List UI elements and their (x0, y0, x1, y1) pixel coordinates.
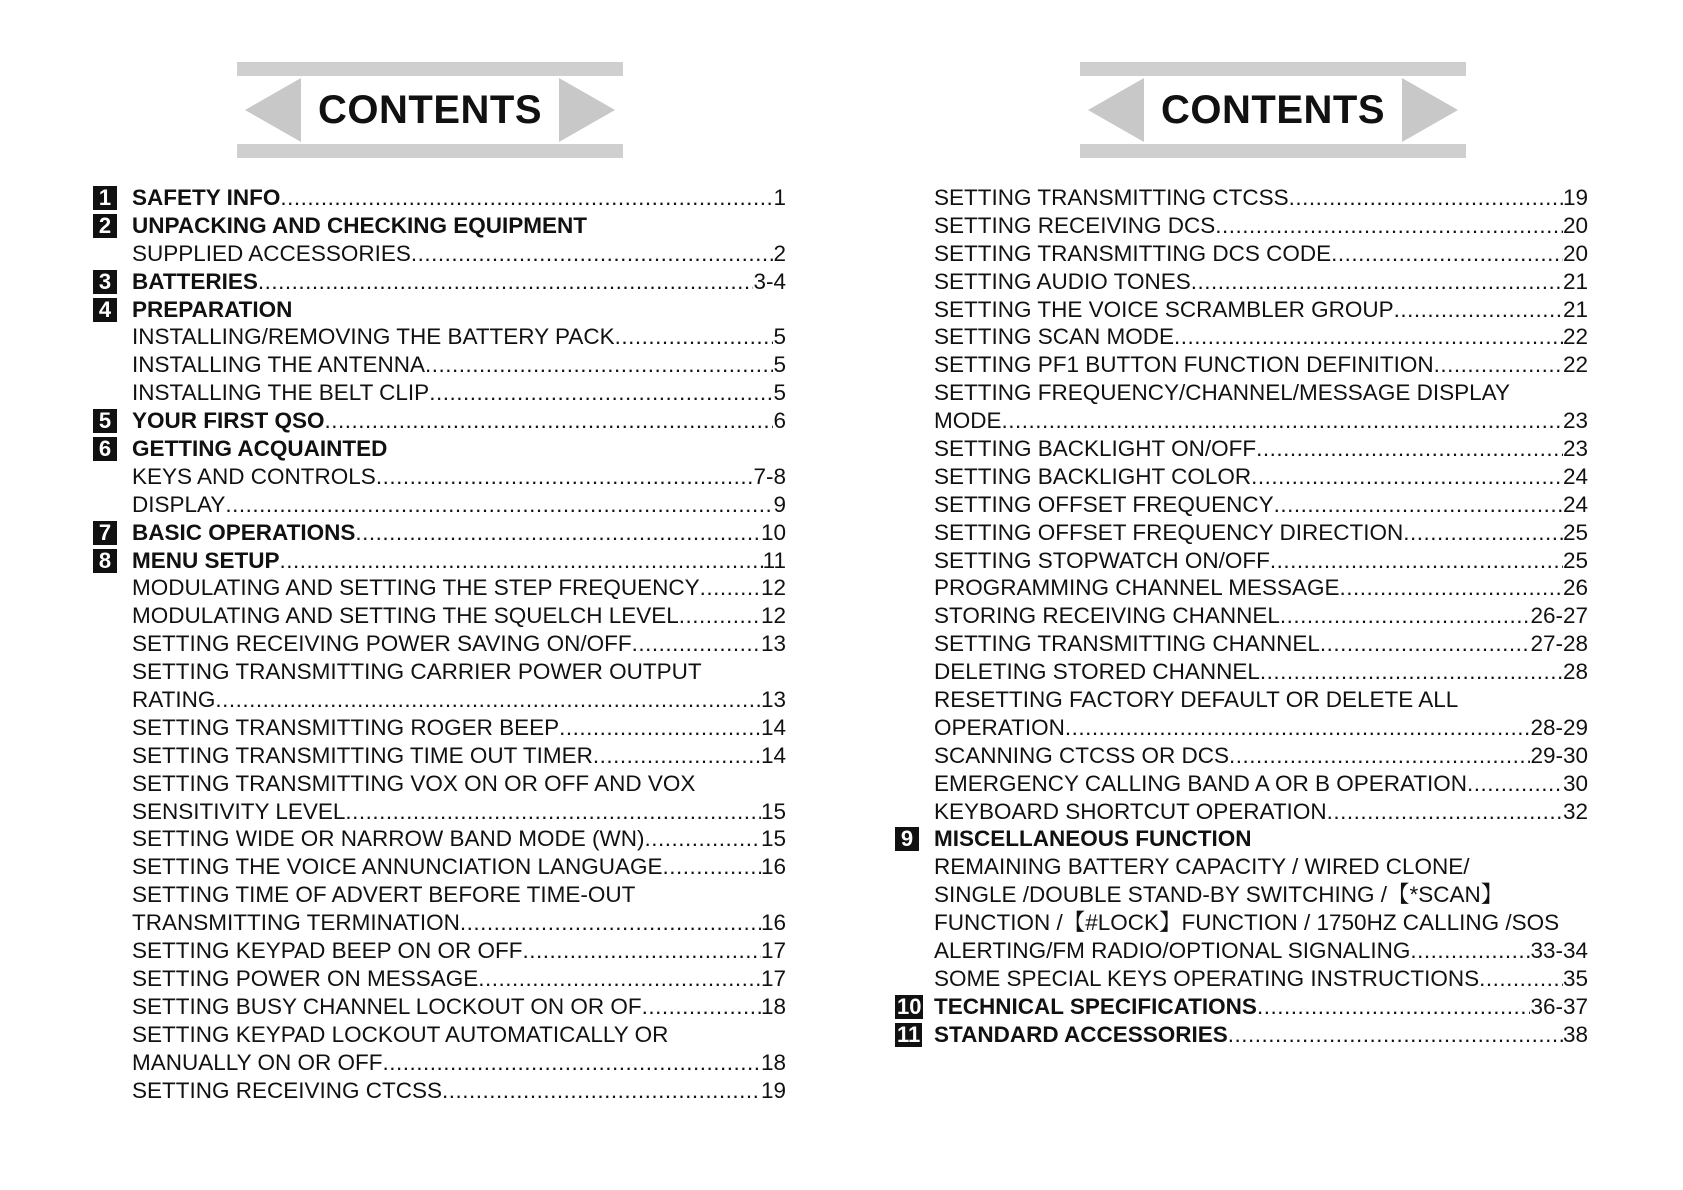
toc-entry-row[interactable] (895, 463, 1588, 491)
toc-entry-row[interactable] (93, 240, 786, 268)
toc-entry-row[interactable] (895, 881, 1588, 909)
toc-entry-row[interactable] (895, 798, 1588, 826)
toc-page-number: 3-4 (753, 268, 786, 294)
toc-entry-row[interactable] (895, 742, 1588, 770)
toc-entry-row[interactable] (895, 630, 1588, 658)
toc-page-number: 5 (773, 352, 786, 378)
toc-page-number: 2 (773, 240, 786, 266)
toc-section-row[interactable] (895, 825, 1588, 853)
leader-dots (280, 184, 773, 212)
toc-entry-title: SETTING RECEIVING DCS (934, 212, 1216, 238)
toc-entry-title: PROGRAMMING CHANNEL MESSAGE (934, 575, 1340, 601)
leader-dots (700, 574, 761, 602)
leader-dots (478, 965, 761, 993)
toc-entry-title: ALERTING/FM RADIO/OPTIONAL SIGNALING (934, 938, 1411, 964)
leader-dots (1270, 547, 1563, 575)
leader-dots (376, 463, 754, 491)
toc-page-number: 14 (760, 714, 786, 740)
toc-entry-title: GETTING ACQUAINTED (132, 436, 388, 462)
leader-dots (1559, 909, 1588, 937)
toc-section-row[interactable] (93, 268, 786, 296)
toc-entry-row[interactable] (895, 379, 1588, 407)
leader-dots (411, 240, 774, 268)
toc-entry-row[interactable] (93, 686, 786, 714)
leader-dots (429, 379, 773, 407)
toc-entry-title: SETTING POWER ON MESSAGE (132, 965, 479, 991)
toc-entry-row[interactable] (93, 491, 786, 519)
toc-section-row[interactable] (93, 407, 786, 435)
toc-entry-row[interactable] (895, 407, 1588, 435)
toc-entry-row[interactable] (93, 630, 786, 658)
leader-dots (1280, 602, 1531, 630)
section-number-badge: 4 (93, 298, 117, 322)
toc-entry-row[interactable] (93, 658, 786, 686)
leader-dots (1470, 853, 1588, 881)
toc-entry-row[interactable] (93, 379, 786, 407)
toc-entry-title: YOUR FIRST QSO (132, 408, 325, 434)
toc-entry-title: SETTING BACKLIGHT ON/OFF (934, 436, 1257, 462)
leader-dots (1229, 742, 1530, 770)
toc-entry-title: MODULATING AND SETTING THE STEP FREQUENCY (132, 575, 700, 601)
toc-entry-title: BASIC OPERATIONS (132, 519, 356, 545)
leader-dots (1458, 686, 1588, 714)
toc-entry-title: SAFETY INFO (132, 185, 281, 210)
toc-entry-row[interactable] (895, 602, 1588, 630)
toc-entry-title: SETTING KEYPAD BEEP ON OR OFF (132, 938, 523, 964)
toc-entry-row[interactable] (93, 351, 786, 379)
contents-banner-right (1080, 62, 1466, 158)
toc-entry-title: SETTING BACKLIGHT COLOR (934, 463, 1252, 489)
toc-entry-title: MENU SETUP (132, 547, 280, 573)
toc-entry-title: KEYS AND CONTROLS (132, 463, 376, 489)
toc-entry-row[interactable] (93, 742, 786, 770)
leader-dots (679, 602, 761, 630)
toc-section-row[interactable] (895, 1021, 1588, 1049)
leader-dots (668, 1021, 786, 1049)
toc-entry-row[interactable] (895, 658, 1588, 686)
leader-dots (345, 798, 761, 826)
leader-dots (1174, 323, 1563, 351)
leader-dots (523, 937, 761, 965)
toc-page-number: 28-29 (1530, 714, 1588, 740)
toc-entry-title: SETTING RECEIVING CTCSS (132, 1077, 443, 1103)
toc-page-number: 33-34 (1530, 938, 1588, 964)
toc-entry-title: SETTING WIDE OR NARROW BAND MODE (WN) (132, 826, 645, 852)
leader-dots (1503, 881, 1588, 909)
toc-page-number: 13 (760, 687, 786, 713)
toc-entry-title: SETTING TIME OF ADVERT BEFORE TIME-OUT (132, 882, 636, 908)
toc-entry-row[interactable] (895, 686, 1588, 714)
toc-entry-title: BATTERIES (132, 268, 258, 294)
section-number-badge: 1 (93, 186, 117, 210)
toc-entry-title: MISCELLANEOUS FUNCTION (934, 826, 1252, 852)
toc-entry-row[interactable] (895, 184, 1588, 212)
toc-page-number: 24 (1562, 491, 1588, 517)
toc-entry-title: SUPPLIED ACCESSORIES (132, 240, 411, 266)
toc-page-number: 19 (1562, 185, 1588, 210)
leader-dots (559, 714, 761, 742)
toc-entry-title: STORING RECEIVING CHANNEL (934, 603, 1280, 629)
toc-entry-row[interactable] (895, 491, 1588, 519)
toc-entry-row[interactable] (895, 268, 1588, 296)
leader-dots (1228, 1021, 1563, 1049)
toc-entry-row[interactable] (93, 909, 786, 937)
toc-page-number: 17 (760, 965, 786, 991)
toc-entry-title: SETTING SCAN MODE (934, 324, 1175, 350)
toc-entry-row[interactable] (93, 770, 786, 798)
toc-entry-row[interactable] (895, 240, 1588, 268)
toc-entry-title: MODE (934, 408, 1002, 434)
toc-entry-title: DISPLAY (132, 491, 226, 517)
toc-entry-title: MODULATING AND SETTING THE SQUELCH LEVEL (132, 603, 679, 629)
toc-page-number: 14 (760, 742, 786, 768)
toc-entry-row[interactable] (895, 853, 1588, 881)
toc-entry-title: SETTING TRANSMITTING CHANNEL (934, 631, 1320, 657)
toc-entry-title: KEYBOARD SHORTCUT OPERATION (934, 798, 1327, 824)
toc-page-number: 22 (1562, 324, 1588, 350)
toc-entry-row[interactable] (93, 881, 786, 909)
leader-dots (292, 296, 786, 324)
leader-dots (632, 630, 761, 658)
toc-entry-title: SETTING BUSY CHANNEL LOCKOUT ON OR OF (132, 993, 642, 1019)
toc-entry-title: SETTING OFFSET FREQUENCY (934, 491, 1274, 517)
toc-entry-title: SETTING TRANSMITTING CARRIER POWER OUTPUT (132, 659, 702, 685)
leader-dots (1260, 658, 1563, 686)
toc-section-row[interactable] (93, 435, 786, 463)
toc-page-number: 12 (760, 603, 786, 629)
toc-page-number: 18 (760, 1049, 786, 1075)
toc-page-number: 26-27 (1530, 603, 1588, 629)
toc-entry-title: FUNCTION /【#LOCK】FUNCTION / 1750HZ CALLING /SOS (934, 910, 1560, 936)
toc-entry-title: INSTALLING/REMOVING THE BATTERY PACK (132, 324, 615, 350)
toc-page-number: 18 (760, 993, 786, 1019)
toc-entry-row[interactable] (93, 1049, 786, 1077)
leader-dots (355, 519, 761, 547)
toc-entry-title: SETTING RECEIVING POWER SAVING ON/OFF (132, 631, 632, 657)
leader-dots (615, 323, 774, 351)
leader-dots (1479, 965, 1563, 993)
section-number-badge: 6 (93, 437, 117, 461)
leader-dots (1410, 937, 1530, 965)
toc-page-number: 24 (1562, 463, 1588, 489)
toc-page-number: 16 (760, 910, 786, 936)
toc-entry-title: PREPARATION (132, 296, 293, 322)
toc-entry-row[interactable] (93, 463, 786, 491)
leader-dots (1065, 714, 1531, 742)
leader-dots (1251, 463, 1563, 491)
toc-entry-row[interactable] (895, 714, 1588, 742)
toc-entry-title: SETTING THE VOICE ANNUNCIATION LANGUAGE (132, 854, 663, 880)
toc-page-number: 16 (760, 854, 786, 880)
page-title: CONTENTS (318, 88, 542, 132)
toc-entry-row[interactable] (895, 937, 1588, 965)
toc-page-number: 13 (760, 631, 786, 657)
toc-entry-title: SETTING AUDIO TONES (934, 268, 1191, 294)
leader-dots (1331, 240, 1563, 268)
leader-dots (1191, 268, 1563, 296)
leader-dots (325, 407, 774, 435)
section-number-badge: 8 (93, 549, 117, 573)
toc-entry-title: RESETTING FACTORY DEFAULT OR DELETE ALL (934, 687, 1459, 713)
section-number-badge: 10 (897, 993, 922, 1019)
leader-dots (1510, 379, 1588, 407)
leader-dots (425, 351, 774, 379)
toc-right-page (895, 184, 1588, 1049)
leader-dots (635, 881, 786, 909)
toc-entry-title: RATING (132, 687, 216, 713)
toc-entry-row[interactable] (93, 602, 786, 630)
leader-dots (1320, 630, 1531, 658)
toc-entry-row[interactable] (895, 519, 1588, 547)
toc-entry-title: EMERGENCY CALLING BAND A OR B OPERATION (934, 770, 1468, 796)
section-number-badge: 11 (897, 1021, 921, 1047)
toc-entry-title: SETTING FREQUENCY/CHANNEL/MESSAGE DISPLAY (934, 380, 1510, 406)
toc-entry-title: SETTING TRANSMITTING ROGER BEEP (132, 714, 560, 740)
toc-entry-row[interactable] (93, 323, 786, 351)
toc-entry-title: SETTING TRANSMITTING CTCSS (934, 185, 1289, 210)
leader-dots (215, 686, 761, 714)
section-number-badge: 2 (93, 214, 117, 238)
leader-dots (695, 770, 786, 798)
leader-dots (1434, 351, 1563, 379)
toc-page-number: 11 (762, 547, 786, 573)
toc-entry-title: SETTING TRANSMITTING VOX ON OR OFF AND VOX (132, 770, 696, 796)
toc-left-page (93, 184, 786, 1104)
toc-entry-title: UNPACKING AND CHECKING EQUIPMENT (132, 212, 588, 238)
leader-dots (1339, 574, 1562, 602)
toc-entry-row[interactable] (93, 798, 786, 826)
leader-dots (1274, 491, 1563, 519)
toc-entry-row[interactable] (895, 574, 1588, 602)
leader-dots (1215, 212, 1563, 240)
leader-dots (1002, 407, 1563, 435)
toc-section-row[interactable] (93, 184, 786, 212)
leader-dots (387, 435, 786, 463)
toc-page-number: 32 (1562, 798, 1588, 824)
leader-dots (258, 268, 754, 296)
toc-entry-row[interactable] (93, 853, 786, 881)
toc-page-number: 21 (1562, 268, 1588, 294)
toc-page-number: 5 (773, 380, 786, 406)
toc-page-number: 15 (760, 798, 786, 824)
toc-entry-title: SETTING OFFSET FREQUENCY DIRECTION (934, 519, 1404, 545)
toc-entry-title: TRANSMITTING TERMINATION (132, 910, 460, 936)
toc-entry-title: SENSITIVITY LEVEL (132, 798, 346, 824)
leader-dots (1257, 993, 1531, 1021)
toc-entry-row[interactable] (895, 296, 1588, 324)
leader-dots (1256, 435, 1563, 463)
toc-entry-title: SETTING TRANSMITTING TIME OUT TIMER (132, 742, 593, 768)
leader-dots (702, 658, 786, 686)
toc-page-number: 5 (773, 324, 786, 350)
toc-page-number: 23 (1562, 408, 1588, 434)
toc-entry-title: OPERATION (934, 714, 1065, 740)
toc-entry-row[interactable] (895, 965, 1588, 993)
toc-page-number: 1 (773, 185, 786, 210)
toc-entry-title: INSTALLING THE ANTENNA (132, 352, 425, 378)
toc-entry-row[interactable] (93, 574, 786, 602)
leader-dots (1467, 770, 1563, 798)
toc-section-row[interactable] (93, 296, 786, 324)
toc-page-number: 35 (1562, 965, 1588, 991)
toc-page-number: 23 (1562, 436, 1588, 462)
leader-dots (225, 491, 773, 519)
toc-page-number: 15 (760, 826, 786, 852)
toc-entry-row[interactable] (93, 1021, 786, 1049)
toc-page-number: 17 (760, 938, 786, 964)
toc-entry-row[interactable] (93, 1077, 786, 1105)
toc-page-number: 9 (773, 491, 786, 517)
toc-entry-row[interactable] (895, 212, 1588, 240)
toc-entry-title: SETTING KEYPAD LOCKOUT AUTOMATICALLY OR (132, 1021, 669, 1047)
toc-page-number: 27-28 (1530, 631, 1588, 657)
toc-entry-title: SOME SPECIAL KEYS OPERATING INSTRUCTIONS (934, 965, 1480, 991)
leader-dots (593, 742, 761, 770)
toc-page-number: 21 (1562, 296, 1588, 322)
toc-page-number: 20 (1562, 240, 1588, 266)
section-number-badge: 3 (93, 270, 117, 294)
toc-entry-row[interactable] (895, 909, 1588, 937)
toc-entry-row[interactable] (93, 965, 786, 993)
toc-page-number: 36-37 (1530, 993, 1588, 1019)
leader-dots (460, 909, 761, 937)
leader-dots (1289, 184, 1563, 212)
leader-dots (1327, 798, 1563, 826)
toc-page-number: 10 (760, 519, 786, 545)
toc-entry-row[interactable] (895, 547, 1588, 575)
leader-dots (644, 825, 760, 853)
toc-page-number: 19 (760, 1077, 786, 1103)
toc-section-row[interactable] (93, 519, 786, 547)
toc-entry-title: SCANNING CTCSS OR DCS (934, 742, 1230, 768)
section-number-badge: 9 (895, 827, 919, 851)
toc-entry-row[interactable] (93, 937, 786, 965)
toc-page-number: 12 (760, 575, 786, 601)
toc-entry-row[interactable] (895, 770, 1588, 798)
toc-entry-row[interactable] (895, 435, 1588, 463)
toc-page-number: 6 (773, 408, 786, 434)
toc-entry-title: INSTALLING THE BELT CLIP (132, 380, 430, 406)
toc-section-row[interactable] (93, 547, 786, 575)
leader-dots (382, 1049, 761, 1077)
leader-dots (587, 212, 786, 240)
toc-entry-title: TECHNICAL SPECIFICATIONS (934, 993, 1257, 1019)
toc-page-number: 29-30 (1530, 742, 1588, 768)
toc-entry-title: REMAINING BATTERY CAPACITY / WIRED CLONE/ (934, 854, 1470, 880)
toc-entry-row[interactable] (93, 714, 786, 742)
toc-page-number: 26 (1562, 575, 1588, 601)
leader-dots (442, 1077, 761, 1105)
toc-page-number: 7-8 (753, 463, 786, 489)
toc-page-number: 25 (1562, 519, 1588, 545)
toc-entry-title: MANUALLY ON OR OFF (132, 1049, 383, 1075)
toc-entry-title: SETTING TRANSMITTING DCS CODE (934, 240, 1332, 266)
toc-page-number: 22 (1562, 352, 1588, 378)
toc-entry-row[interactable] (895, 323, 1588, 351)
leader-dots (280, 547, 763, 575)
toc-page-number: 30 (1562, 770, 1588, 796)
page-title: CONTENTS (1161, 88, 1385, 132)
toc-section-row[interactable] (93, 212, 786, 240)
toc-entry-row[interactable] (93, 993, 786, 1021)
toc-entry-title: STANDARD ACCESSORIES (934, 1021, 1228, 1047)
contents-banner-left (237, 62, 623, 158)
leader-dots (663, 853, 761, 881)
toc-entry-title: SETTING PF1 BUTTON FUNCTION DEFINITION (934, 352, 1434, 378)
toc-page-number: 20 (1562, 212, 1588, 238)
section-number-badge: 5 (93, 409, 117, 433)
toc-page-number: 25 (1562, 547, 1588, 573)
toc-entry-title: SINGLE /DOUBLE STAND-BY SWITCHING /【*SCAN】 (934, 882, 1504, 908)
toc-entry-title: SETTING STOPWATCH ON/OFF (934, 547, 1270, 573)
leader-dots (642, 993, 761, 1021)
toc-entry-title: SETTING THE VOICE SCRAMBLER GROUP (934, 296, 1394, 322)
toc-page-number: 28 (1562, 659, 1588, 685)
section-number-badge: 7 (93, 521, 117, 545)
leader-dots (1252, 825, 1589, 853)
toc-page-number: 38 (1562, 1021, 1588, 1047)
leader-dots (1394, 296, 1563, 324)
leader-dots (1403, 519, 1563, 547)
toc-entry-row[interactable] (93, 825, 786, 853)
toc-section-row[interactable] (895, 993, 1588, 1021)
toc-entry-row[interactable] (895, 351, 1588, 379)
toc-entry-title: DELETING STORED CHANNEL (934, 659, 1260, 685)
